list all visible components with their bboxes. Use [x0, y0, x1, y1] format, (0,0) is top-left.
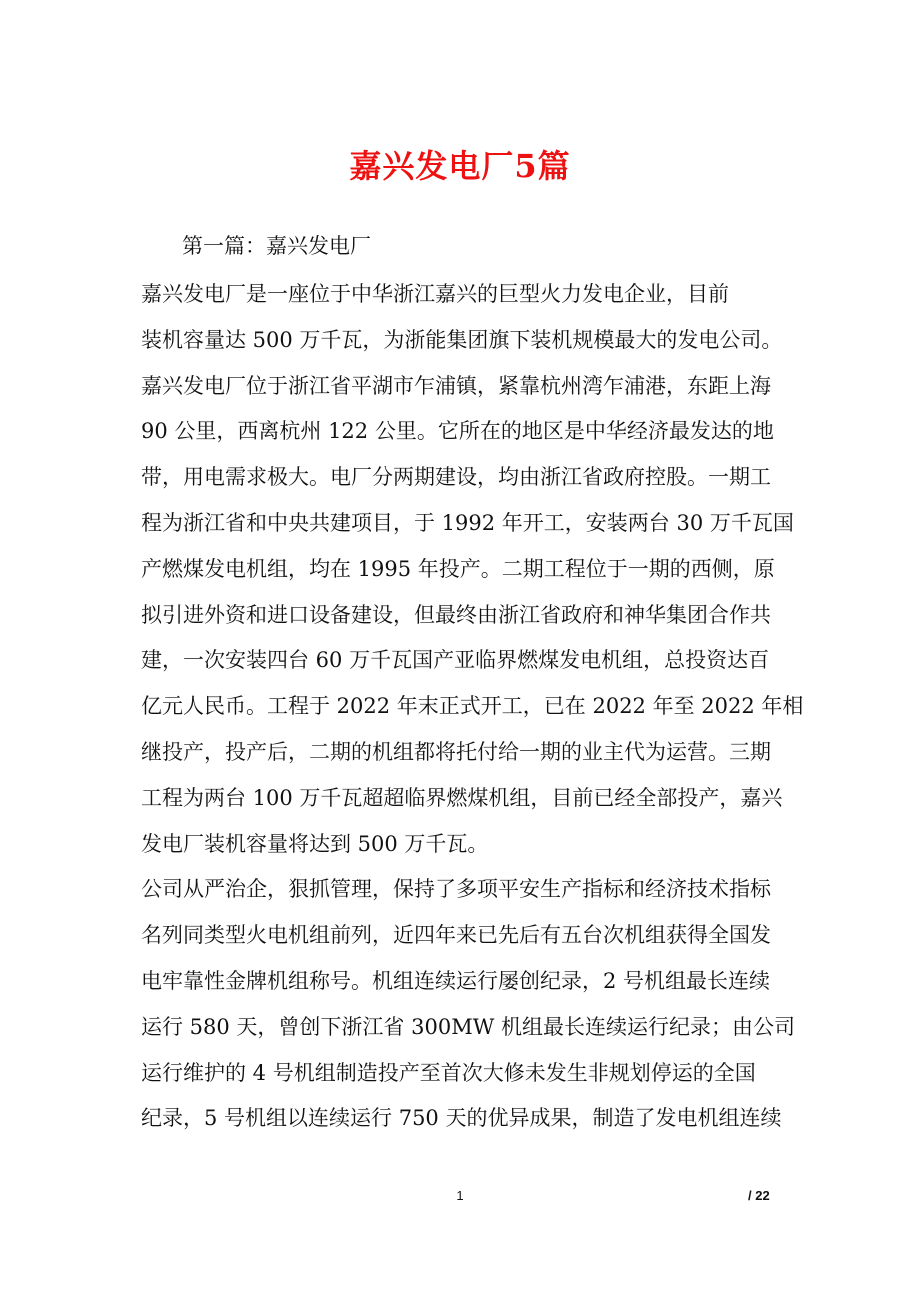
text-line: 拟引进外资和进口设备建设，但最终由浙江省政府和神华集团合作共: [141, 602, 771, 627]
section-heading: 第一篇：嘉兴发电厂: [182, 234, 371, 258]
text-line: 带，用电需求极大。电厂分两期建设，均由浙江省政府控股。一期工: [141, 465, 771, 490]
text-line: 发电厂装机容量将达到 500 万千瓦。: [141, 831, 489, 856]
text-line: 嘉兴发电厂是一座位于中华浙江嘉兴的巨型火力发电企业，目前: [141, 282, 729, 306]
text-line: 电牢靠性金牌机组称号。机组连续运行屡创纪录，2 号机组最长连续: [141, 968, 771, 993]
body-text: [141, 272, 804, 1142]
text-line: 装机容量达 500 万千瓦，为浙能集团旗下装机规模最大的发电公司。: [141, 327, 783, 352]
text-line: 亿元人民币。工程于 2022 年末正式开工，已在 2022 年至 2022 年相: [141, 694, 804, 719]
text-line: 名列同类型火电机组前列，近四年来已先后有五台次机组获得全国发: [141, 923, 771, 948]
text-line: 纪录，5 号机组以连续运行 750 天的优异成果，制造了发电机组连续: [141, 1106, 782, 1131]
text-line: 公司从严治企，狠抓管理，保持了多项平安生产指标和经济技术指标: [141, 877, 771, 902]
text-line: 建，一次安装四台 60 万千瓦国产亚临界燃煤发电机组，总投资达百: [141, 648, 770, 673]
text-line: 嘉兴发电厂位于浙江省平湖市乍浦镇，紧靠杭州湾乍浦港，东距上海: [141, 373, 771, 398]
text-line: 工程为两台 100 万千瓦超超临界燃煤机组，目前已经全部投产，嘉兴: [141, 785, 783, 810]
text-line: 运行维护的 4 号机组制造投产至首次大修未发生非规划停运的全国: [141, 1060, 756, 1085]
document-title: 嘉兴发电厂5篇: [349, 147, 571, 185]
text-line: 90 公里，西离杭州 122 公里。它所在的地区是中华经济最发达的地: [141, 419, 774, 444]
page-total: / 22: [748, 1188, 770, 1203]
text-line: 运行 580 天，曾创下浙江省 300MW 机组最长连续运行纪录；由公司: [141, 1014, 795, 1039]
text-line: 程为浙江省和中央共建项目，于 1992 年开工，安装两台 30 万千瓦国: [141, 510, 794, 535]
text-line: 产燃煤发电机组，均在 1995 年投产。二期工程位于一期的西侧，原: [141, 556, 775, 581]
page-number: 1: [456, 1188, 464, 1203]
text-line: 继投产，投产后，二期的机组都将托付给一期的业主代为运营。三期: [141, 739, 771, 764]
